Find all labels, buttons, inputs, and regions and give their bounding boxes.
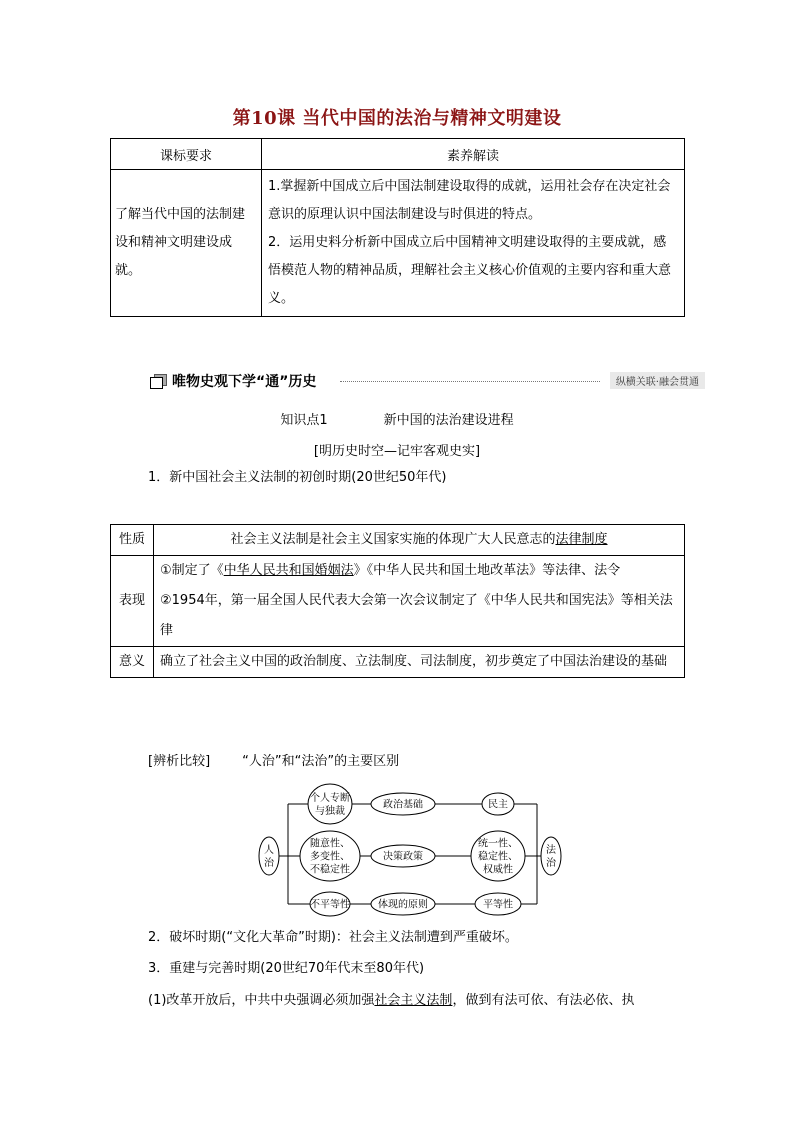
- renzhi-trait-label: 多变性、: [310, 851, 350, 863]
- renzhi-label: 治: [264, 858, 274, 869]
- knowledge-point: [0, 409, 794, 428]
- renzhi-trait-label: 个人专断: [310, 793, 350, 804]
- underlined-term: 法律制度: [555, 532, 608, 547]
- fazhi-trait-label: 权威性: [483, 864, 513, 876]
- section-tag: 纵横关联·融会贯通: [610, 372, 705, 389]
- knowledge-point-title: 新中国的法治建设进程: [383, 413, 514, 428]
- renzhi-trait-label: 不平等性: [310, 899, 350, 911]
- compare-title: “人治”和“法治”的主要区别: [242, 754, 400, 769]
- renzhi-trait-label: 与独裁: [315, 806, 345, 817]
- knowledge-point-subtitle: [明历史时空—记牢客观史实]: [313, 444, 481, 459]
- knowledge-point-label: 知识点1: [280, 413, 328, 428]
- item-1: 1．新中国社会主义法制的初创时期(20世纪50年代): [148, 470, 447, 485]
- interpretation-2: 2．运用史料分析新中国成立后中国精神文明建设取得的主要成就，感悟模范人物的精神品质，理解社会主义核心价值观的主要内容和重大意义。: [268, 235, 672, 306]
- section-header: [150, 371, 705, 391]
- row-label-significance: 意义: [111, 647, 154, 678]
- compare-label: [辨析比较]: [148, 754, 211, 769]
- item-2: 2．破坏时期(“文化大革命”时期)：社会主义法制遭到严重破坏。: [148, 930, 518, 945]
- significance-cell: 确立了社会主义中国的政治制度、立法制度、司法制度，初步奠定了中国法治建设的基础: [154, 647, 685, 678]
- dotted-divider: [340, 381, 600, 382]
- col-header-interpretation: 素养解读: [262, 139, 685, 170]
- manifestation-cell: [154, 556, 685, 647]
- fazhi-trait-label: 民主: [488, 799, 508, 811]
- fazhi-trait-label: 平等性: [483, 899, 513, 911]
- item-3: 3．重建与完善时期(20世纪70年代末至80年代): [148, 961, 425, 976]
- law-table: [110, 524, 685, 678]
- renzhi-trait-ellipse: [308, 784, 352, 824]
- page-title: 第10课 当代中国的法治与精神文明建设: [232, 108, 562, 129]
- criterion-label: 决策政策: [383, 851, 423, 863]
- renzhi-ellipse: [259, 837, 279, 875]
- standards-table: [110, 138, 685, 317]
- section-title: 唯物史观下学“通”历史: [172, 374, 317, 390]
- renzhi-trait-label: 不稳定性: [310, 864, 350, 876]
- comparison-diagram: [255, 776, 570, 921]
- fazhi-ellipse: [541, 837, 561, 875]
- fazhi-label: 治: [546, 858, 556, 869]
- fazhi-trait-label: 稳定性、: [478, 851, 518, 863]
- row-label-manifestation: 表现: [111, 556, 154, 647]
- nature-cell: 社会主义法制是社会主义国家实施的体现广大人民意志的法律制度: [154, 525, 685, 556]
- manifestation-line-2: ②1954年，第一届全国人民代表大会第一次会议制定了《中华人民共和国宪法》等相关法律: [160, 593, 673, 638]
- criterion-label: 体现的原则: [378, 899, 428, 911]
- item-3-1: (1)改革开放后，中共中央强调必须加强社会主义法制，做到有法可依、有法必依、执: [148, 993, 635, 1008]
- renzhi-trait-label: 随意性、: [310, 838, 350, 850]
- row-label-nature: 性质: [111, 525, 154, 556]
- fazhi-trait-label: 统一性、: [478, 838, 518, 850]
- interpretation-cell: [262, 170, 685, 317]
- manifestation-line-1: ①制定了《中华人民共和国婚姻法》《中华人民共和国土地改革法》等法律、法令: [160, 563, 621, 578]
- criterion-label: 政治基础: [383, 799, 423, 811]
- col-header-requirements: 课标要求: [111, 139, 262, 170]
- interpretation-1: 1.掌握新中国成立后中国法制建设取得的成就，运用社会存在决定社会意识的原理认识中国法制建设与时俱进的特点。: [268, 179, 671, 222]
- underlined-term: 社会主义法制: [374, 993, 453, 1008]
- square-stack-icon: [150, 374, 166, 388]
- requirement-cell: 了解当代中国的法制建设和精神文明建设成就。: [111, 170, 262, 317]
- renzhi-label: 人: [264, 845, 274, 856]
- compare-heading: [148, 751, 399, 773]
- fazhi-label: 法: [546, 845, 556, 856]
